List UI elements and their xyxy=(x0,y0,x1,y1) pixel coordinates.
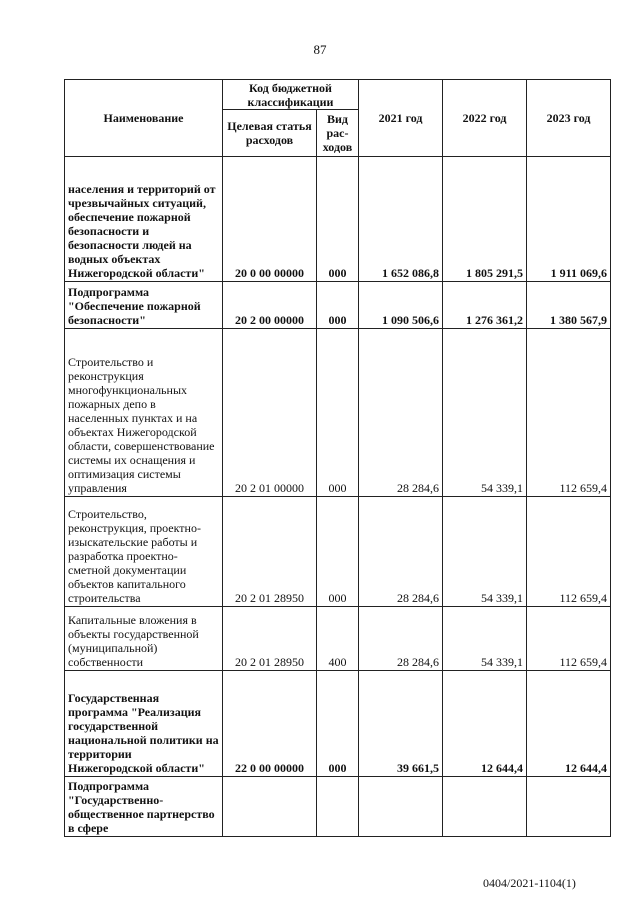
row-kind: 000 xyxy=(317,671,359,777)
table-row xyxy=(65,607,611,671)
row-2021: 1 652 086,8 xyxy=(359,157,443,282)
row-name: Строительство и реконструкция многофункциональных пожарных депо в населенных пунктах и на объектах Нижегородской области, совершенствование системы их оснащения и оптимизация системы управления xyxy=(65,329,223,497)
row-2023: 12 644,4 xyxy=(527,671,611,777)
row-name: населения и территорий от чрезвычайных ситуаций, обеспечение пожарной безопасности и безопасности людей на водных объектах Нижегородской области" xyxy=(65,157,223,282)
row-code: 20 2 01 28950 xyxy=(223,607,317,671)
budget-table xyxy=(64,79,611,837)
page-number: 87 xyxy=(313,42,327,57)
row-2021: 28 284,6 xyxy=(359,607,443,671)
row-2022: 1 276 361,2 xyxy=(443,282,527,329)
table-row xyxy=(65,777,611,837)
row-2022: 12 644,4 xyxy=(443,671,527,777)
table-row xyxy=(65,329,611,497)
row-2021: 39 661,5 xyxy=(359,671,443,777)
row-2023: 1 380 567,9 xyxy=(527,282,611,329)
row-code: 20 2 00 00000 xyxy=(223,282,317,329)
table-row xyxy=(65,282,611,329)
header-2021: 2021 год xyxy=(359,80,443,157)
header-kind: Вид рас-ходов xyxy=(317,110,359,157)
row-2021: 1 090 506,6 xyxy=(359,282,443,329)
row-2023: 112 659,4 xyxy=(527,607,611,671)
row-name: Строительство, реконструкция, проектно-изыскательские работы и разработка проектно-сметной документации объектов капитального строительства xyxy=(65,497,223,607)
row-name: Государственная программа "Реализация государственной национальной политики на территории Нижегородской области" xyxy=(65,671,223,777)
row-2023: 1 911 069,6 xyxy=(527,157,611,282)
header-target: Целевая статья расходов xyxy=(223,110,317,157)
row-2022: 54 339,1 xyxy=(443,607,527,671)
header-name: Наименование xyxy=(65,80,223,157)
table-row xyxy=(65,157,611,282)
row-kind: 000 xyxy=(317,157,359,282)
row-2021: 28 284,6 xyxy=(359,497,443,607)
row-name: Подпрограмма "Государственно-общественное партнерство в сфере xyxy=(65,777,223,837)
row-2021 xyxy=(359,777,443,837)
row-code: 20 0 00 00000 xyxy=(223,157,317,282)
header-2023: 2023 год xyxy=(527,80,611,157)
row-2022: 54 339,1 xyxy=(443,497,527,607)
row-code xyxy=(223,777,317,837)
header-code-group: Код бюджетной классификации xyxy=(223,80,359,110)
row-name: Подпрограмма "Обеспечение пожарной безопасности" xyxy=(65,282,223,329)
table-row xyxy=(65,671,611,777)
table-row xyxy=(65,497,611,607)
row-code: 20 2 01 00000 xyxy=(223,329,317,497)
row-2021: 28 284,6 xyxy=(359,329,443,497)
row-name: Капитальные вложения в объекты государственной (муниципальной) собственности xyxy=(65,607,223,671)
document-code: 0404/2021-1104(1) xyxy=(483,876,576,890)
row-kind: 000 xyxy=(317,497,359,607)
row-code: 22 0 00 00000 xyxy=(223,671,317,777)
row-kind: 000 xyxy=(317,329,359,497)
row-2023: 112 659,4 xyxy=(527,329,611,497)
row-2023: 112 659,4 xyxy=(527,497,611,607)
row-code: 20 2 01 28950 xyxy=(223,497,317,607)
row-kind xyxy=(317,777,359,837)
row-2022 xyxy=(443,777,527,837)
row-2023 xyxy=(527,777,611,837)
row-2022: 54 339,1 xyxy=(443,329,527,497)
row-2022: 1 805 291,5 xyxy=(443,157,527,282)
row-kind: 400 xyxy=(317,607,359,671)
header-2022: 2022 год xyxy=(443,80,527,157)
header-row-top xyxy=(65,80,611,110)
row-kind: 000 xyxy=(317,282,359,329)
